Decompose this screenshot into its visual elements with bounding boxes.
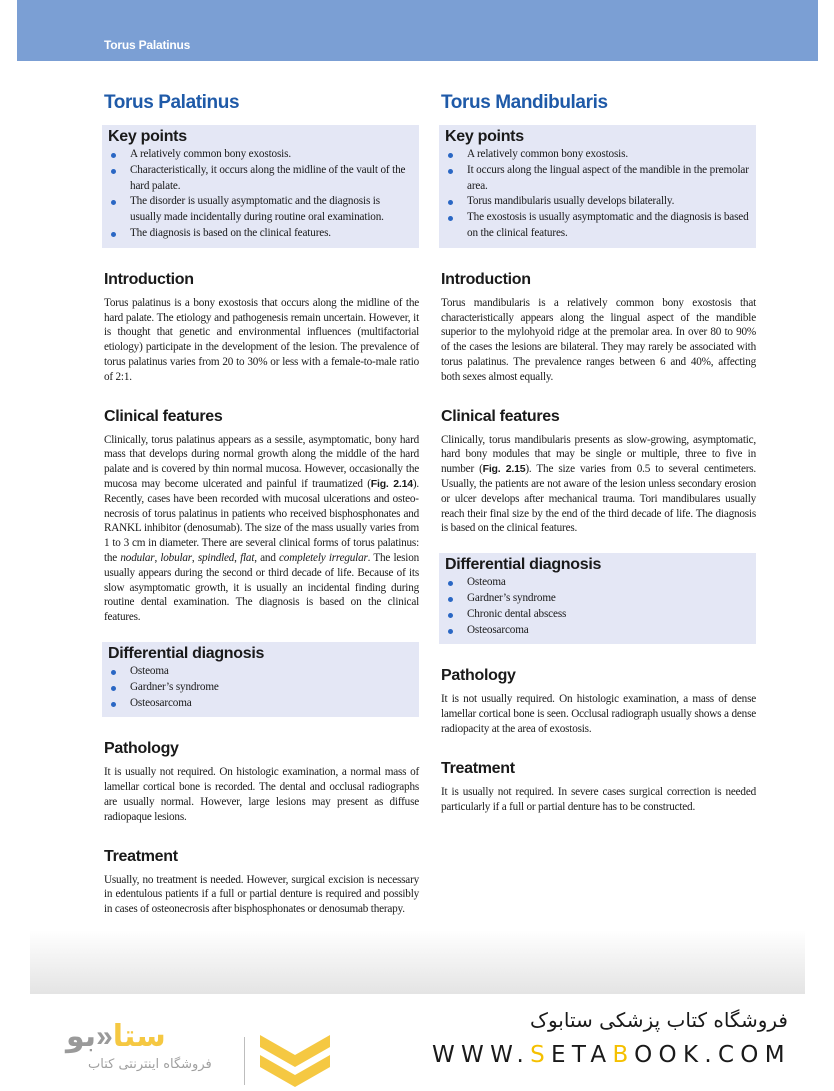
bullet-icon (111, 702, 116, 707)
key-points-box (439, 125, 756, 248)
differential-diagnosis-box (439, 553, 756, 644)
list-item: Chronic dental abscess (445, 607, 750, 623)
clinical-features-heading: Clinical features (441, 407, 560, 425)
introduction-text: Torus mandibularis is a relatively common bony exostosis that characteristically appears along the lingual aspect of the mandible superior to the mylohyoid ridge at the premolar area. In over 80 to 90% of the cases the lesions are bilateral. They may rarely be associated with torus palatinus. The prevalence ranges between 6 and 40%, affecting both sexes almost equally. (441, 296, 756, 383)
treatment-heading: Treatment (104, 847, 178, 865)
pathology-heading: Pathology (104, 740, 179, 758)
bullet-icon (448, 581, 453, 586)
running-header (17, 0, 818, 61)
treatment-heading: Treatment (441, 759, 515, 777)
key-points-list (445, 147, 750, 242)
bullet-icon (111, 686, 116, 691)
setabook-logo (66, 1015, 336, 1077)
chevron-logo-icon (258, 1033, 332, 1091)
store-name: فروشگاه کتاب پزشکی ستابوک (530, 1008, 788, 1032)
topic-title: Torus Mandibularis (441, 92, 608, 113)
pathology-text: It is not usually required. On histologic examination, a mass of dense lamellar cortical bone is seen. Occlusal radiograph usually shows a dense radiopacity at the area of exostosis. (441, 693, 756, 735)
list-item: Osteosarcoma (108, 696, 413, 712)
list-item: It occurs along the lingual aspect of the mandible in the premolar area. (445, 163, 750, 195)
bullet-icon (448, 629, 453, 634)
logo-subtitle: فروشگاه اینترنتی کتاب (88, 1057, 212, 1072)
list-item: Gardner’s syndrome (108, 680, 413, 696)
list-item: The diagnosis is based on the clinical features. (108, 226, 413, 242)
list-item: Osteosarcoma (445, 623, 750, 639)
list-item: The exostosis is usually asymptomatic and the diagnosis is based on the clinical features. (445, 210, 750, 242)
differential-diagnosis-heading: Differential diagnosis (445, 556, 602, 574)
bullet-icon (448, 597, 453, 602)
bullet-icon (448, 153, 453, 158)
topic-title: Torus Palatinus (104, 92, 240, 113)
list-item: The disorder is usually asymptomatic and the diagnosis is usually made incidentally during routine oral examination. (108, 194, 413, 226)
figure-reference: Fig. 2.14 (370, 477, 413, 490)
list-item: A relatively common bony exostosis. (445, 147, 750, 163)
introduction-heading: Introduction (441, 270, 531, 288)
treatment-text: Usually, no treatment is needed. However, surgical excision is necessary in edentulous patients if a full or partial denture is required and possibly in cases of osteonecrosis after bisphosphonates or denosumab therapy. (104, 873, 419, 916)
differential-diagnosis-box (102, 642, 419, 717)
introduction-heading: Introduction (104, 270, 194, 288)
page-bottom-fade (30, 930, 805, 994)
clinical-features-text: Clinically, torus mandibularis presents as slow-growing, asymptomatic, hard bony modules that may be single or multiple, three to five in number (Fig. 2.15). The size varies from 0.5 to several centimeters. Usually, the patients are not aware of the lesion unless secondary erosion or ulcer develops after mechanical trauma. Tori mandibulares usually reach their final size by the end of the third decade of life. The diagnosis is based on the clinical features. (441, 433, 757, 535)
key-points-heading: Key points (108, 128, 187, 145)
introduction-text: Torus palatinus is a bony exostosis that occurs along the midline of the hard palate. The etiology and pathogenesis remain uncertain. However, it is thought that genetic and environmental influences (multifactorial etiology) participate in the development of the lesion. The prevalence of torus palatinus varies from 20 to 30% or less with a female-to-male ratio of 2:1. (104, 296, 419, 383)
bullet-icon (111, 232, 116, 237)
key-points-heading: Key points (445, 128, 524, 145)
list-item: Osteoma (445, 575, 750, 591)
differential-diagnosis-list (445, 575, 750, 638)
list-item: Torus mandibularis usually develops bilaterally. (445, 194, 750, 210)
logo-divider (244, 1037, 245, 1085)
bullet-icon (448, 200, 453, 205)
store-url: WWW.SETABOOK.COM (432, 1042, 791, 1068)
pathology-text: It is usually not required. On histologic examination, a normal mass of lamellar cortical bone is recorded. The dental and occlusal radiographs are usually normal. However, large lesions may present as diffuse radiopaque lesions. (104, 766, 419, 823)
clinical-features-text: Clinically, torus palatinus appears as a sessile, asymptomatic, bony hard mass that develops during normal growth along the middle of the hard palate and is covered by thin normal mucosa. However, occasionally the mucosa may become ulcerated and painful if traumatized (Fig. 2.14). Recently, cases have been recorded with mucosal ulcerations and osteonecrosis of torus palatinus in patients who received bisphosphonates and RANKL inhibitor (denosumab). The size of the mass usually varies from 1 to 3 cm in diameter. There are several clinical forms of torus palatinus: the nodular, lobular, spindled, flat, and completely irregular. The lesion usually appears during the second or third decade of life. Because of its slow asymptomatic growth, it is usually an incidental finding during routine dental examination. The diagnosis is based on the clinical features. (104, 433, 420, 624)
bullet-icon (111, 169, 116, 174)
running-title: Torus Palatinus (104, 38, 191, 52)
differential-diagnosis-heading: Differential diagnosis (108, 644, 265, 662)
bullet-icon (111, 670, 116, 675)
logo-wordmark: ستا«بو (66, 1020, 166, 1053)
list-item: Gardner’s syndrome (445, 591, 750, 607)
footer-watermark (0, 1000, 834, 1080)
list-item: A relatively common bony exostosis. (108, 147, 413, 163)
clinical-features-heading: Clinical features (104, 407, 223, 425)
column-torus-palatinus (104, 90, 419, 917)
bullet-icon (111, 153, 116, 158)
bullet-icon (111, 200, 116, 205)
bullet-icon (448, 613, 453, 618)
treatment-text: It is usually not required. In severe cases surgical correction is needed particularly if a full or partial denture has to be constructed. (441, 785, 756, 813)
list-item: Characteristically, it occurs along the midline of the vault of the hard palate. (108, 163, 413, 195)
bullet-icon (448, 216, 453, 221)
key-points-box (102, 125, 419, 248)
differential-diagnosis-list (108, 664, 413, 711)
figure-reference: Fig. 2.15 (482, 463, 526, 476)
bullet-icon (448, 169, 453, 174)
key-points-list (108, 147, 413, 242)
pathology-heading: Pathology (441, 667, 516, 685)
column-torus-mandibularis (441, 90, 756, 814)
list-item: Osteoma (108, 664, 413, 680)
